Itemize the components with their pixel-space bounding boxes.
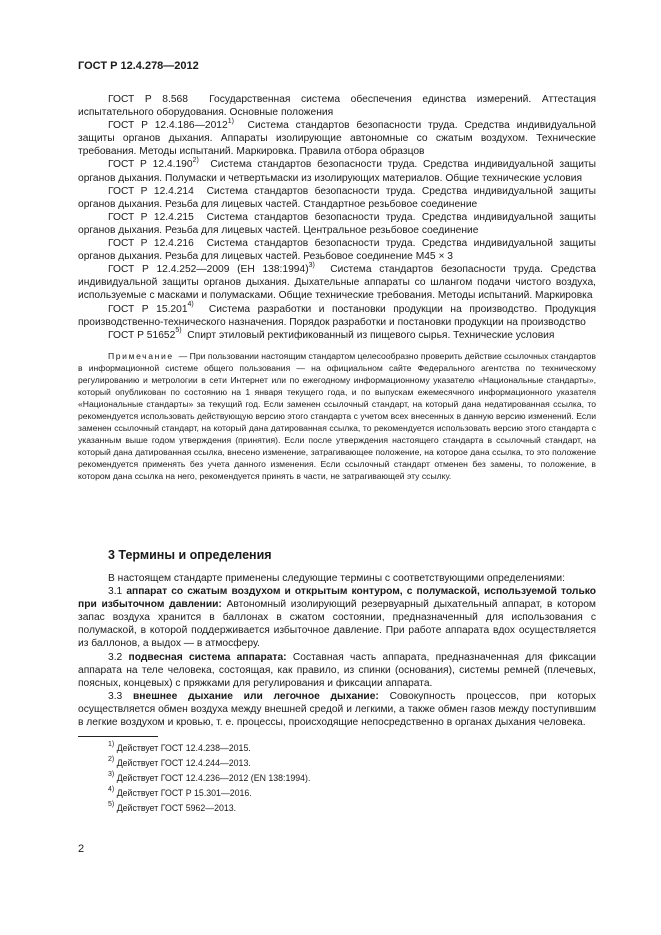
- footnote-mark: 5): [108, 801, 115, 809]
- reference-text: Система стандартов безопасности труда. Средства индивидуальной защиты органов дыхания. Аппараты изолирующие автономные со сжатым воздухом. Технические требования. Методы испытаний. Маркировка. Правила отбора образцов: [78, 120, 596, 158]
- footnote-item: [108, 756, 310, 771]
- reference-item: [78, 237, 596, 263]
- reference-code: ГОСТ Р 12.4.186—2012: [108, 120, 228, 132]
- references-list: [78, 93, 596, 342]
- footnote-text: Действует ГОСТ Р 15.301—2016.: [116, 788, 252, 798]
- reference-code: ГОСТ Р 12.4.216: [108, 238, 194, 250]
- footnote-mark: 2): [192, 157, 199, 165]
- reference-text: Система стандартов безопасности труда. Средства индивидуальной защиты органов дыхания. Резьба для лицевых частей. Резьбовое соединение М45 × 3: [78, 238, 596, 263]
- reference-code: ГОСТ Р 15.201: [108, 303, 188, 315]
- reference-item: [78, 119, 596, 158]
- term-definition: Автономный изолирующий резервуарный дыхательный аппарат, в котором запас воздуха хранится в баллонах в сжатом состоянии, предназначенный для использования с полумаской, в которой поддерживается избыточное давление. При работе аппарата вдох осуществляется из баллонов, а выдох — в атмосферу.: [78, 599, 596, 650]
- reference-code: ГОСТ Р 12.4.215: [108, 211, 194, 223]
- footnote-mark: 1): [227, 117, 234, 125]
- page-number: 2: [78, 843, 85, 855]
- term-title: внешнее дыхание или легочное дыхание:: [133, 690, 379, 702]
- reference-item: [78, 329, 596, 342]
- reference-text: Спирт этиловый ректификованный из пищевого сырья. Технические условия: [187, 329, 555, 341]
- reference-text: Система стандартов безопасности труда. Средства индивидуальной защиты органов дыхания. Резьба для лицевых частей. Стандартное резьбовое соединение: [78, 185, 596, 210]
- note-label: Примечание: [108, 351, 174, 361]
- note-block: [78, 351, 596, 482]
- footnote-mark: 1): [108, 741, 115, 749]
- term-item: [78, 690, 596, 729]
- footnote-mark: 4): [108, 786, 115, 794]
- section-heading: 3 Термины и определения: [108, 548, 272, 562]
- reference-code: ГОСТ Р 12.4.214: [108, 185, 194, 197]
- term-number: 3.2: [108, 651, 123, 663]
- reference-item: [78, 185, 596, 211]
- term-item: [78, 585, 596, 650]
- reference-item: [78, 211, 596, 237]
- term-title: подвесная система аппарата:: [128, 651, 287, 663]
- reference-code: ГОСТ Р 12.4.252—2009 (ЕН 138:1994): [108, 264, 309, 276]
- footnote-mark: 2): [108, 756, 115, 764]
- reference-item: [78, 263, 596, 302]
- reference-item: [78, 158, 596, 184]
- term-number: 3.1: [108, 586, 123, 598]
- document-header: ГОСТ Р 12.4.278—2012: [78, 60, 199, 72]
- footnote-item: [108, 741, 310, 756]
- reference-item: [78, 93, 596, 119]
- footnote-mark: 3): [108, 771, 115, 779]
- reference-text: Система стандартов безопасности труда. Средства индивидуальной защиты органов дыхания. Дыхательные аппараты со шлангом подачи чистого воздуха, используемые с масками и полумасками. Общие технические требования. Методы испытаний. Маркировка: [78, 264, 596, 302]
- term-definition: Составная часть аппарата, предназначенная для фиксации аппарата на теле человека, состоящая, как правило, из спинки (основания), системы ремней (плечевых, поясных, концевых) с пряжками для регулирования и фиксации аппарата.: [78, 651, 597, 689]
- section-intro: В настоящем стандарте применены следующие термины с соответствующими определениями:: [108, 573, 565, 584]
- term-number: 3.3: [108, 690, 123, 702]
- reference-text: Государственная система обеспечения единства измерений. Аттестация испытательного оборудования. Основные положения: [78, 94, 596, 119]
- reference-text: Система разработки и постановки продукции на производство. Продукция производственно-технического назначения. Порядок разработки и постановки продукции на производство: [78, 303, 596, 328]
- footnote-mark: 4): [187, 301, 194, 309]
- footnote-item: [108, 771, 310, 786]
- footnote-text: Действует ГОСТ 12.4.238—2015.: [116, 743, 251, 753]
- footnote-text: Действует ГОСТ 12.4.244—2013.: [116, 758, 251, 768]
- reference-code: ГОСТ Р 12.4.190: [108, 159, 193, 171]
- footnote-text: Действует ГОСТ 12.4.236—2012 (EN 138:1994).: [116, 773, 311, 783]
- reference-code: ГОСТ Р 51652: [108, 329, 176, 341]
- footnote-mark: 3): [308, 261, 315, 269]
- note-text: — При пользовании настоящим стандартом целесообразно проверить действие ссылочных стандартов в информационной системе общего пользования — на официальном сайте Федерального агентства по техническому регулированию и метрологии в сети Интернет или по ежегодному информационному указателю «Национальные стандарты», который опубликован по состоянию на 1 января текущего года, и по выпускам ежемесячного информационного указателя «Национальные стандарты» за текущий год. Если заменен ссылочный стандарт, на который дана недатированная ссылка, то рекомендуется использовать действующую версию этого стандарта с учетом всех внесенных в данную версию изменений. Если заменен ссылочный стандарт, на который дана датированная ссылка, то рекомендуется использовать версию этого стандарта с указанным выше годом утверждения (принятия). Если после утверждения настоящего стандарта в ссылочный стандарт, на который дана датированная ссылка, внесено изменение, затрагивающее положение, на которое дана ссылка, то это положение рекомендуется применять без учета данного изменения. Если ссылочный стандарт отменен без замены, то положение, в котором дана ссылка на него, рекомендуется принять в части, не затрагивающей эту ссылку.: [78, 351, 597, 481]
- term-title: аппарат со сжатым воздухом и открытым контуром, с полумаской, используемой только при избыточном давлении:: [78, 586, 596, 611]
- footnote-divider: [78, 736, 158, 737]
- term-item: [78, 651, 596, 690]
- footnote-item: [108, 786, 310, 801]
- reference-item: [78, 303, 596, 329]
- section-body: [78, 572, 596, 729]
- reference-text: Система стандартов безопасности труда. Средства индивидуальной защиты органов дыхания. Полумаски и четвертьмаски из изолирующих материалов. Общие технические условия: [78, 159, 596, 184]
- term-definition: Совокупность процессов, при которых осуществляется обмен воздуха между внешней средой и легкими, а также обмен газов между поступившим в легкие воздухом и кровью, т. е. процессы, происходящие непосредственно в органах дыхания человека.: [78, 690, 597, 729]
- footnotes: [108, 741, 310, 816]
- reference-code: ГОСТ Р 8.568: [108, 94, 188, 105]
- footnote-item: [108, 801, 310, 816]
- footnote-text: Действует ГОСТ 5962—2013.: [116, 803, 237, 813]
- footnote-mark: 5): [175, 327, 182, 335]
- reference-text: Система стандартов безопасности труда. Средства индивидуальной защиты органов дыхания. Резьба для лицевых частей. Центральное резьбовое соединение: [78, 211, 596, 236]
